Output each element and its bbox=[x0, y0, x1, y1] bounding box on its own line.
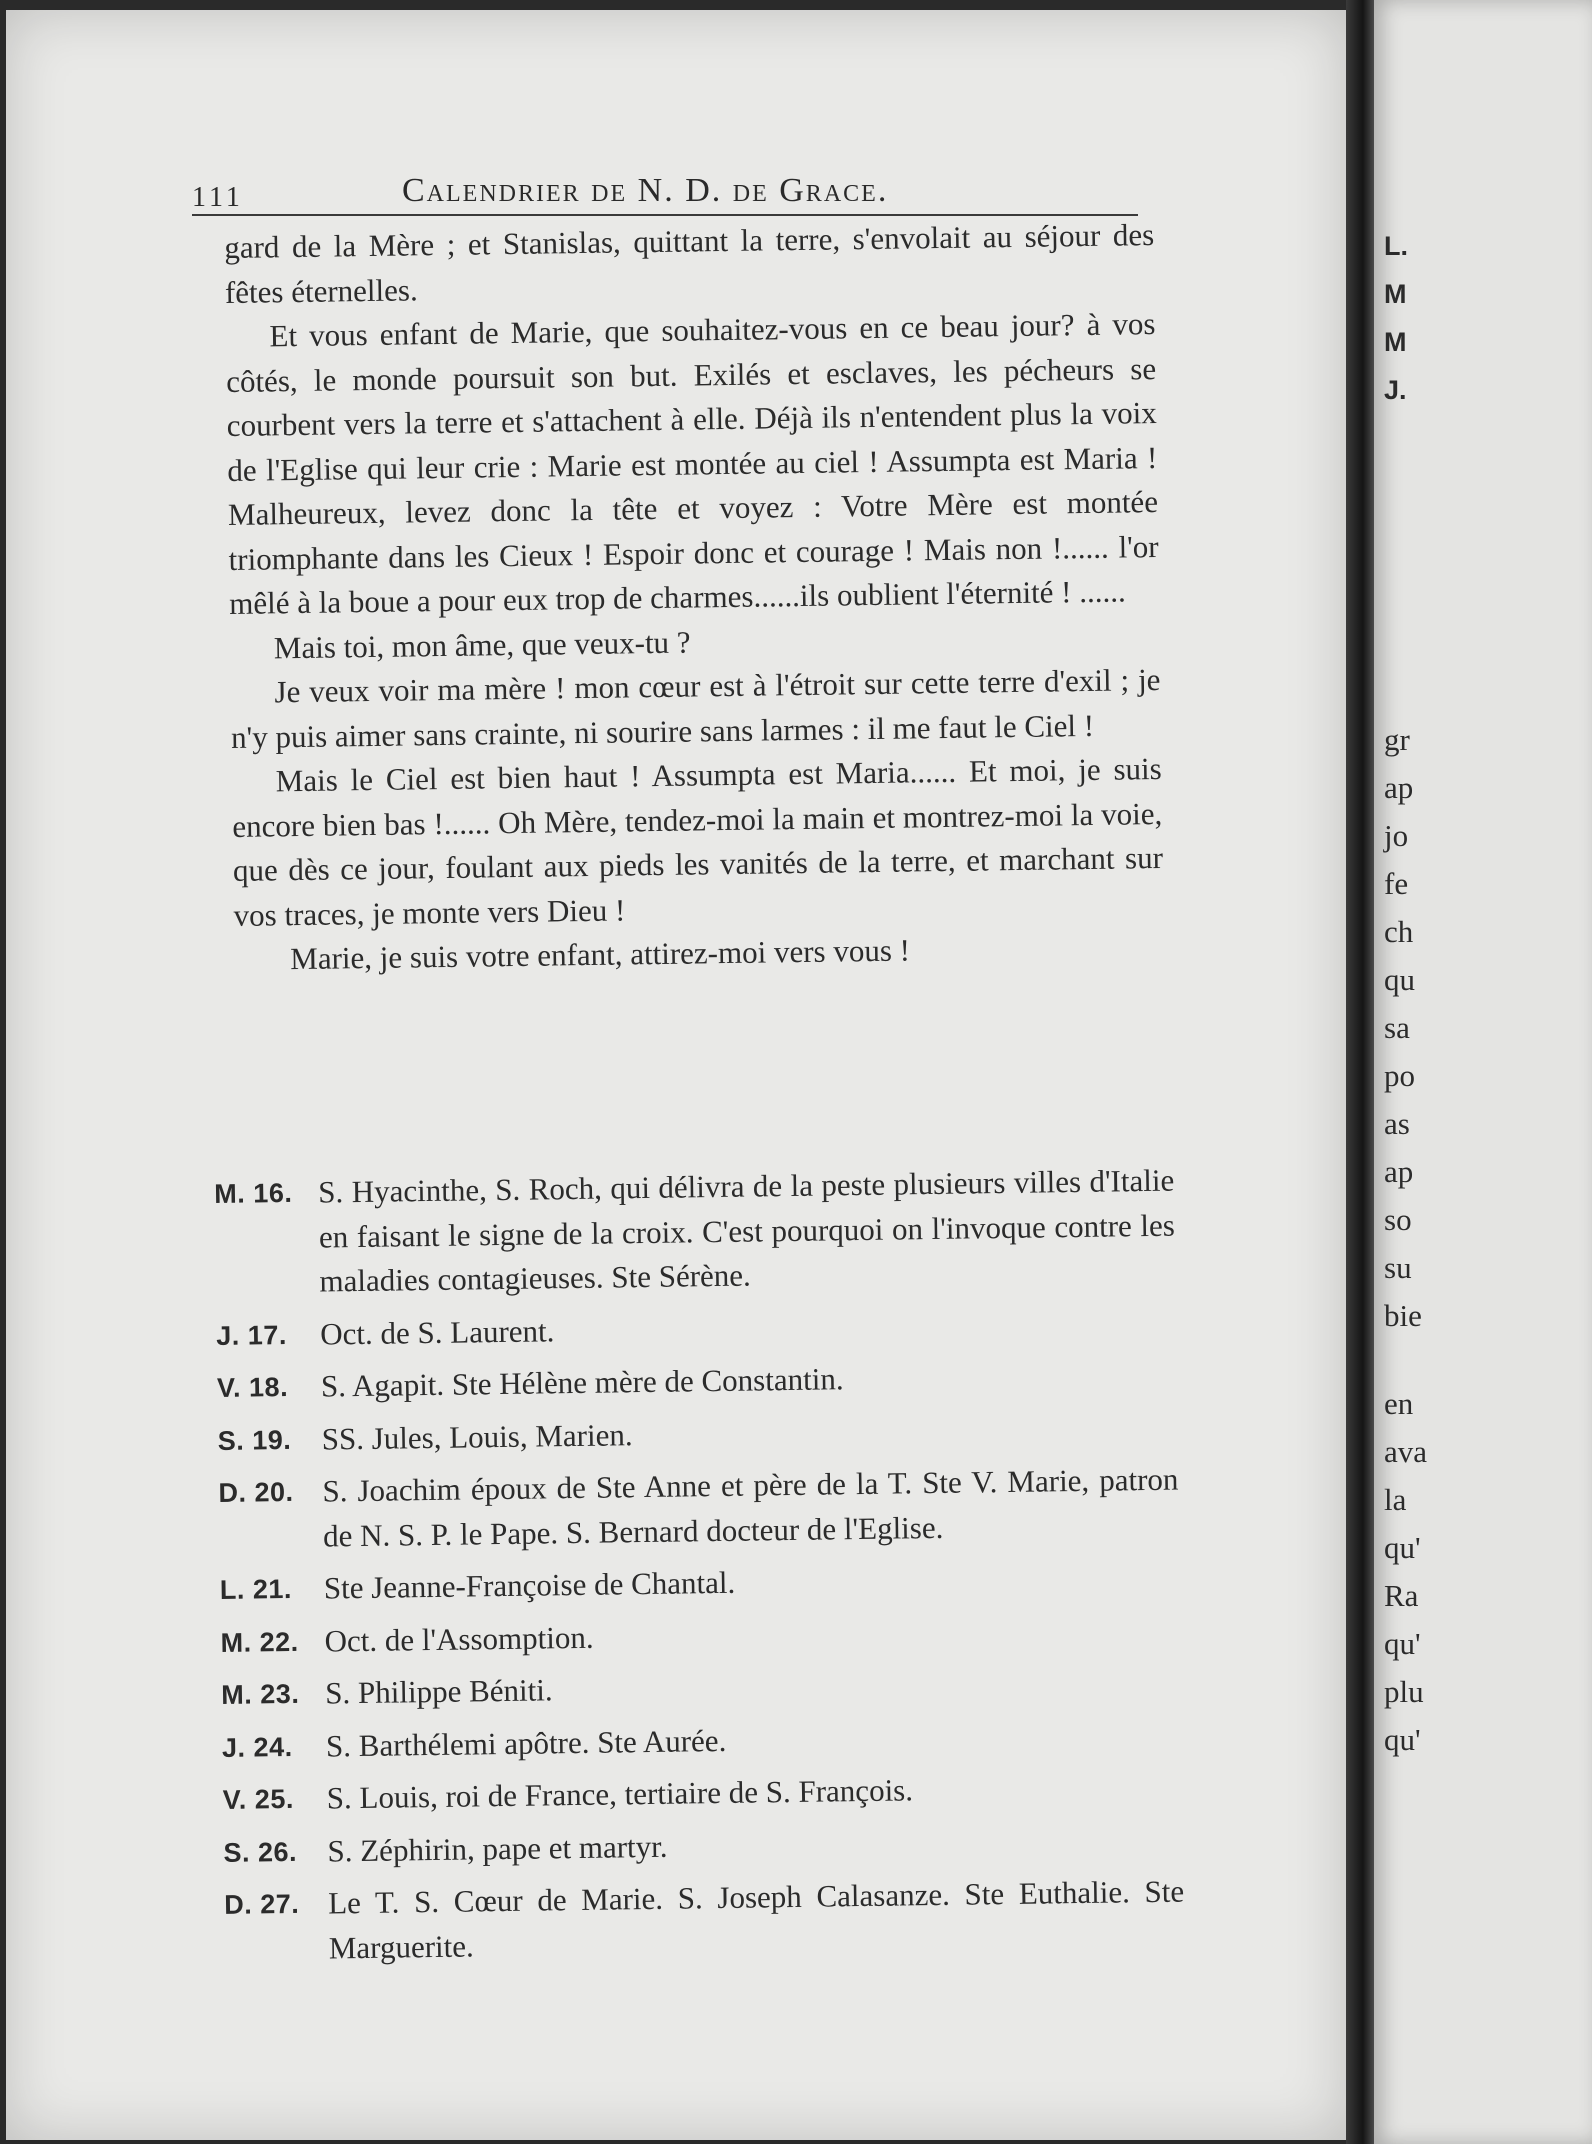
paragraph: gard de la Mère ; et Stanislas, quittant la terre, s'envolait au séjour des fêtes éternelles. bbox=[224, 217, 1155, 310]
body-text bbox=[224, 213, 1164, 982]
entry-text: Oct. de S. Laurent. bbox=[320, 1312, 555, 1352]
facing-line-start: qu' bbox=[1384, 1530, 1421, 1565]
entry-day: S. 19. bbox=[217, 1424, 292, 1456]
calendar-entry bbox=[222, 1712, 1183, 1770]
facing-line-start: ava bbox=[1384, 1434, 1428, 1469]
entry-text: S. Agapit. Ste Hélène mère de Constantin. bbox=[320, 1361, 844, 1404]
running-title: Calendrier de N. D. de Grace. bbox=[402, 172, 889, 209]
facing-day-letter: J. bbox=[1384, 375, 1407, 405]
entry-text: S. Barthélemi apôtre. Ste Aurée. bbox=[325, 1722, 727, 1763]
facing-line-start: gr bbox=[1384, 722, 1410, 757]
calendar-entry bbox=[216, 1300, 1177, 1358]
calendar-entry bbox=[222, 1765, 1183, 1823]
calendar-entry bbox=[223, 1817, 1184, 1875]
page-number: 111 bbox=[192, 182, 244, 213]
calendar-entry bbox=[217, 1353, 1178, 1411]
facing-line-start: qu' bbox=[1384, 1626, 1421, 1661]
entry-day: M. 16. bbox=[214, 1177, 293, 1209]
calendar-entry bbox=[221, 1660, 1182, 1718]
facing-line-start: la bbox=[1384, 1482, 1407, 1517]
calendar-entry bbox=[214, 1159, 1176, 1306]
paragraph: Marie, je suis votre enfant, attirez-moi vers vous ! bbox=[289, 932, 911, 977]
facing-line-start: sa bbox=[1384, 1010, 1410, 1045]
calendar-entry bbox=[220, 1555, 1181, 1613]
facing-line-start: ch bbox=[1384, 914, 1414, 949]
entry-text: S. Zéphirin, pape et martyr. bbox=[327, 1828, 668, 1868]
entry-day: M. 22. bbox=[220, 1626, 299, 1658]
facing-line-start: so bbox=[1384, 1202, 1412, 1237]
facing-line-start: bie bbox=[1384, 1298, 1422, 1333]
facing-line-start: jo bbox=[1384, 818, 1409, 853]
entry-text: Ste Jeanne-Françoise de Chantal. bbox=[323, 1564, 736, 1606]
calendar-entries bbox=[214, 1159, 1185, 1980]
paragraph: Je veux voir ma mère ! mon cœur est à l'étroit sur cette terre d'exil ; je n'y puis aimer sans crainte, ni sourire sans larmes : il me faut le Ciel ! bbox=[230, 661, 1161, 755]
entry-day: V. 18. bbox=[216, 1371, 289, 1403]
facing-line-start: qu bbox=[1384, 962, 1415, 997]
book-gutter bbox=[1346, 0, 1374, 2144]
entry-text: Oct. de l'Assomption. bbox=[324, 1619, 594, 1659]
entry-day: D. 20. bbox=[218, 1476, 294, 1508]
facing-day-letter: M bbox=[1384, 327, 1407, 357]
facing-line-start: as bbox=[1384, 1106, 1410, 1141]
entry-text: S. Hyacinthe, S. Roch, qui délivra de la peste plusieurs villes d'Italie en faisant le signe de la croix. C'est pourquoi on l'invoque contre les maladies contagieuses. Ste Sérène. bbox=[318, 1162, 1176, 1299]
calendar-entry bbox=[218, 1458, 1179, 1560]
entry-text: SS. Jules, Louis, Marien. bbox=[321, 1416, 633, 1457]
paragraph: Mais toi, mon âme, que veux-tu ? bbox=[273, 624, 691, 665]
entry-day: J. 24. bbox=[221, 1731, 293, 1763]
facing-line-start: fe bbox=[1384, 866, 1409, 901]
facing-line-start: qu' bbox=[1384, 1722, 1421, 1757]
facing-line-start: ap bbox=[1384, 770, 1414, 805]
facing-line-start: ap bbox=[1384, 1154, 1414, 1189]
calendar-entry bbox=[224, 1870, 1185, 1972]
calendar-entry bbox=[220, 1607, 1181, 1665]
facing-line-start: su bbox=[1384, 1250, 1412, 1285]
facing-line-start: Ra bbox=[1384, 1578, 1419, 1613]
facing-line-start: plu bbox=[1384, 1674, 1424, 1709]
paragraph: Et vous enfant de Marie, que souhaitez-vous en ce beau jour? à vos côtés, le monde poursuit son but. Exilés et esclaves, les pécheurs se courbent vers la terre et s'attachent à elle. Déjà ils n'entendent plus la voix de l'Eglise qui leur crie : Marie est montée au ciel ! Assumpta est Maria ! Malheureux, levez donc la tête et voyez : Votre Mère est montée triomphante dans les Cieux ! Espoir donc et courage ! Mais non !...... l'or mêlé à la boue a pour eux trop de charmes......ils oublient l'éternité ! ...... bbox=[225, 306, 1159, 621]
facing-day-letter: M bbox=[1384, 279, 1407, 309]
entry-day: V. 25. bbox=[222, 1783, 295, 1815]
entry-text: S. Joachim époux de Ste Anne et père de la T. Ste V. Marie, patron de N. S. P. le Pape. S. Bernard docteur de l'Eglise. bbox=[322, 1461, 1179, 1554]
calendar-entry bbox=[217, 1405, 1178, 1463]
facing-day-letter: L. bbox=[1384, 231, 1408, 261]
entry-day: L. 21. bbox=[219, 1573, 293, 1605]
paragraph: Mais le Ciel est bien haut ! Assumpta est Maria...... Et moi, je suis encore bien bas !...... Oh Mère, tendez-moi la main et montrez-moi la voie, que dès ce jour, foulant aux pieds les vanités de la terre, et marchant sur vos traces, je monte vers Dieu ! bbox=[232, 750, 1164, 933]
entry-text: S. Louis, roi de France, tertiaire de S. François. bbox=[326, 1772, 914, 1816]
entry-day: M. 23. bbox=[221, 1678, 300, 1710]
entry-day: D. 27. bbox=[224, 1888, 300, 1920]
entry-text: Le T. S. Cœur de Marie. S. Joseph Calasanze. Ste Euthalie. Ste Marguerite. bbox=[327, 1873, 1185, 1965]
running-header bbox=[192, 158, 1138, 216]
entry-day: J. 17. bbox=[216, 1319, 288, 1351]
entry-day: S. 26. bbox=[223, 1836, 298, 1868]
facing-line-start: en bbox=[1384, 1386, 1414, 1421]
facing-line-start: po bbox=[1384, 1058, 1415, 1093]
entry-text: S. Philippe Béniti. bbox=[325, 1672, 553, 1711]
